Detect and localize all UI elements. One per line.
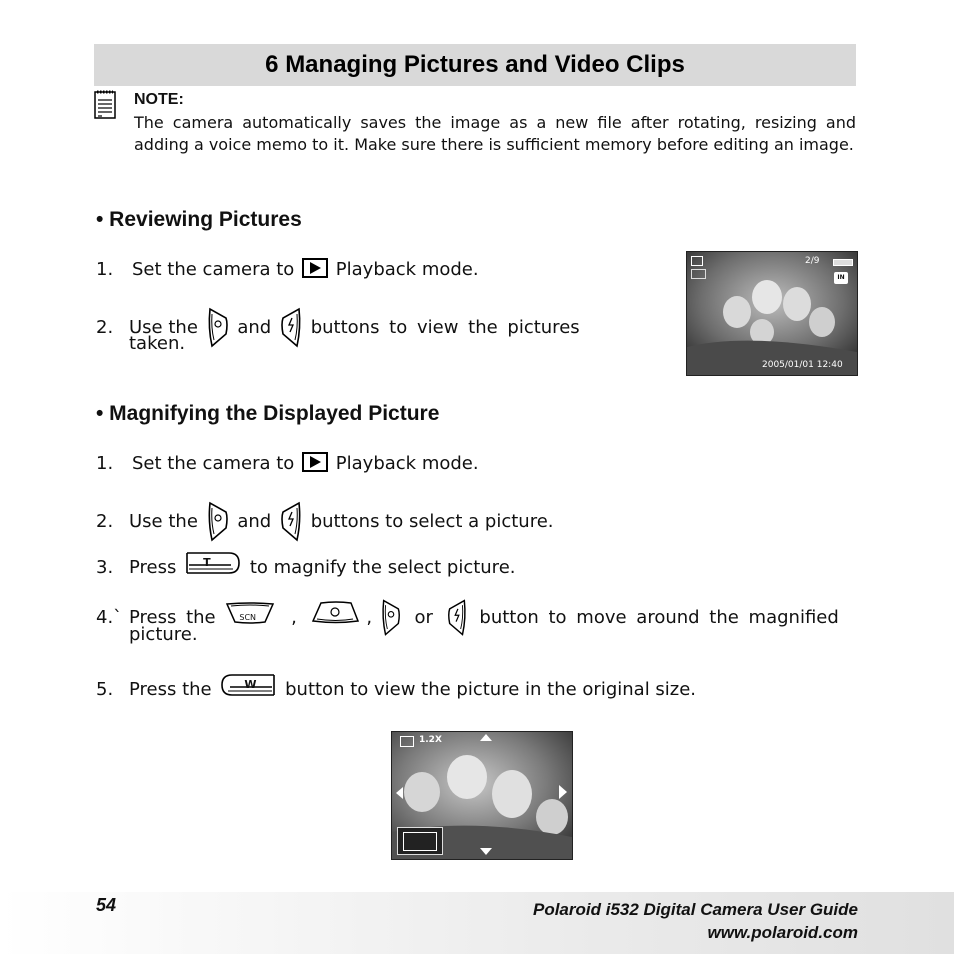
tele-button-label: T bbox=[203, 556, 211, 569]
magnified-screen-photo bbox=[391, 731, 573, 860]
step-text: and bbox=[237, 511, 272, 532]
timer-button-icon bbox=[311, 601, 359, 625]
pan-down-arrow-icon bbox=[480, 848, 492, 855]
battery-icon bbox=[833, 259, 853, 266]
step-number: 4.` bbox=[96, 607, 123, 628]
magnifying-step-4-cont: picture. bbox=[129, 624, 198, 645]
step-text: buttons to view the pictures bbox=[310, 317, 580, 338]
step-text: Use the bbox=[129, 317, 198, 338]
step-text: , bbox=[291, 607, 297, 628]
step-number: 1. bbox=[96, 453, 114, 474]
magnifying-step-5 bbox=[96, 671, 696, 702]
scene-button-label: SCN bbox=[239, 613, 257, 622]
internal-memory-icon: IN bbox=[834, 272, 848, 284]
right-flash-button-icon bbox=[279, 306, 303, 350]
tele-button-icon bbox=[185, 549, 241, 577]
left-flash-button-icon bbox=[380, 597, 402, 639]
zoom-navigator bbox=[397, 827, 443, 855]
step-text: to magnify the select picture. bbox=[249, 557, 516, 578]
left-flash-button-icon bbox=[206, 500, 230, 544]
right-flash-button-icon bbox=[279, 500, 303, 544]
step-text: Press the bbox=[129, 607, 216, 628]
section-heading-magnifying: • Magnifying the Displayed Picture bbox=[96, 402, 440, 425]
playback-screen-photo bbox=[686, 251, 858, 376]
family-photo bbox=[687, 252, 857, 375]
step-text: buttons to select a picture. bbox=[310, 511, 554, 532]
pan-right-arrow-icon bbox=[559, 785, 567, 799]
guide-title: Polaroid i532 Digital Camera User Guide bbox=[532, 900, 858, 919]
note-text: The camera automatically saves the image as a new file after rotating, resizing and adding a voice memo to it. Make sure there is sufficient memory before editing an image. bbox=[134, 113, 856, 154]
right-flash-button-icon bbox=[446, 597, 468, 639]
zoom-level: 1.2X bbox=[419, 735, 442, 745]
wide-button-label: W bbox=[244, 678, 257, 691]
note-icon bbox=[94, 90, 116, 120]
playback-icon bbox=[302, 258, 328, 278]
section-heading-reviewing: • Reviewing Pictures bbox=[96, 208, 302, 231]
left-flash-button-icon bbox=[206, 306, 230, 350]
step-text: Set the camera to bbox=[132, 259, 295, 280]
note-label: NOTE: bbox=[134, 91, 184, 108]
step-text: Playback mode. bbox=[335, 259, 479, 280]
scene-button-icon bbox=[225, 600, 275, 626]
step-number: 3. bbox=[96, 557, 114, 578]
image-size-indicator bbox=[691, 269, 706, 279]
step-number: 5. bbox=[96, 679, 114, 700]
step-text: , bbox=[366, 607, 373, 628]
step-number: 2. bbox=[96, 317, 114, 338]
wide-button-icon bbox=[220, 671, 276, 699]
step-text: and bbox=[237, 317, 272, 338]
playback-icon bbox=[302, 452, 328, 472]
step-number: 1. bbox=[96, 259, 114, 280]
date-time-stamp: 2005/01/01 12:40 bbox=[762, 360, 843, 370]
page-number: 54 bbox=[96, 895, 117, 915]
pan-up-arrow-icon bbox=[480, 734, 492, 741]
magnifying-step-4 bbox=[96, 597, 839, 639]
step-text: Set the camera to bbox=[132, 453, 295, 474]
page-title: 6 Managing Pictures and Video Clips bbox=[265, 51, 685, 78]
website-url: www.polaroid.com bbox=[707, 923, 858, 942]
step-text: Press the bbox=[129, 679, 212, 700]
step-text: button to move around the magnified bbox=[479, 607, 839, 628]
magnifying-step-3 bbox=[96, 549, 515, 580]
pan-left-arrow-icon bbox=[396, 787, 403, 799]
image-counter: 2/9 bbox=[805, 256, 820, 266]
magnifying-step-1 bbox=[96, 452, 479, 476]
magnifying-step-2 bbox=[96, 500, 554, 544]
reviewing-step-2-cont: taken. bbox=[129, 333, 186, 354]
footer-info bbox=[533, 898, 858, 944]
reviewing-step-1 bbox=[96, 258, 479, 282]
step-text: button to view the picture in the original size. bbox=[285, 679, 697, 700]
zoom-viewport-frame bbox=[403, 832, 437, 851]
step-text: Playback mode. bbox=[335, 453, 479, 474]
step-text: or bbox=[414, 607, 433, 628]
step-number: 2. bbox=[96, 511, 114, 532]
playback-mode-indicator bbox=[400, 736, 414, 747]
step-text: Use the bbox=[129, 511, 198, 532]
step-text: Press bbox=[129, 557, 177, 578]
playback-mode-indicator bbox=[691, 256, 703, 266]
